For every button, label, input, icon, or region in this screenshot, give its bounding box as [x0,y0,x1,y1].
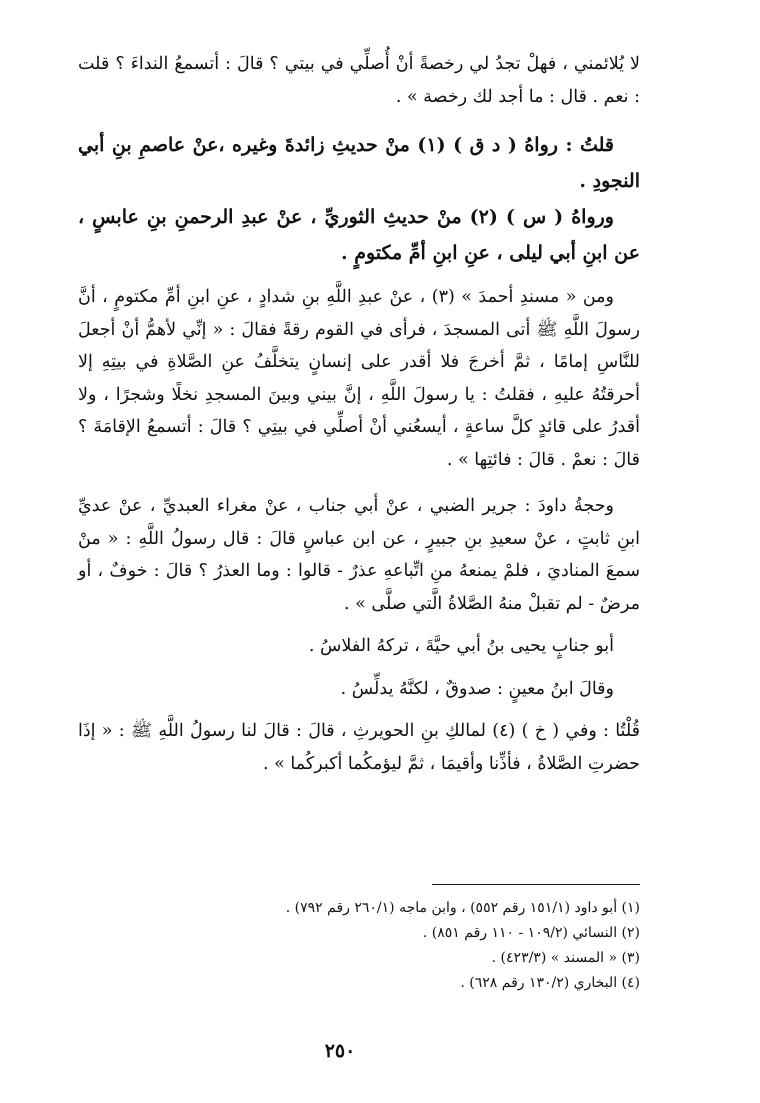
paragraph-bukhari: قُلْتُا : وفي ( خ ) (٤) لمالكِ بنِ الحويرثِ ، قالَ : قالَ لنا رسولُ اللَّهِ ﷺ : « إذَا حضرتِ الصَّلاةُ ، فأذِّنا وأقيمَا ، ثمَّ ليؤمكُما أكبركُما » . [78,721,641,774]
paragraph-takhrij-2: ورواهُ ( س ) (٢) منْ حديثِ الثوريِّ ، عنْ عبدِ الرحمنِ بنِ عابسٍ ، عن ابنِ أبي ليلى ، عنِ ابنِ أمِّ مكتومٍ . [78,206,640,264]
page-body [78,48,640,780]
paragraph-musnad-ahmad: ومن « مسندِ أحمدَ » (٣) ، عنْ عبدِ اللَّهِ بنِ شدادٍ ، عنِ ابنِ أمِّ مكتومٍ ، أنَّ رسولَ اللَّهِ ﷺ أتى المسجدَ ، فرأى في القوم رقةً فقالَ : « إنِّي لأهمُّ أنْ أجعلَ للنَّاسِ إمامًا ، ثمَّ أخرجَ فلا أقدر على إنسانٍ يتخلَّفُ عنِ الصَّلاةِ في بيتِهِ إلا أحرقتُهُ عليهِ ، فقلتُ : يا رسولَ اللَّهِ ، إنَّ بيني وبينَ المسجدِ نخلًا وشجرًا ، ولا أقدرُ على قائدٍ كلَّ ساعةٍ ، أيسعُني أنْ أصلِّي في بيتِي ؟ قالَ : أتسمعُ الإقامَةَ ؟ قالَ : نعمْ . قالَ : فائتِها » . [78,287,640,470]
paragraph-hujjat-dawud: وحجةُ داودَ : جرير الضبي ، عنْ أبي جناب ، عنْ مغراء العبديِّ ، عنْ عديِّ ابنِ ثابتٍ ، عنْ سعيدِ بنِ جبيرٍ ، عن ابن عباسٍ قالَ : قال رسولُ اللَّهِ : « منْ سمعَ المناديَ ، فلمْ يمنعهُ منِ اتِّباعهِ عذرٌ - قالوا : وما العذرُ ؟ قالَ : خوفٌ ، أو مرضٌ - لم تقبلْ منهُ الصَّلاةُ الَّتي صلَّى » . [78,496,640,614]
paragraph-takhrij-1: قلتُ : رواهُ ( د ق ) (١) منْ حديثِ زائدةَ وغيره ،عنْ عاصمِ بنِ أبي النجودِ . [78,134,640,192]
paragraph-hadith-end: لا يُلائمني ، فهلْ تجدُ لي رخصةً أنْ أُصلِّي في بيتي ؟ قالَ : أتسمعُ النداءَ ؟ قلت : نعم . قال : ما أجد لك رخصة » . [78,54,640,107]
page-number: ٢٥٠ [324,1040,356,1062]
footnote-3: (٣) « المسند » (٤٢٣/٣) . [491,950,640,966]
footnote-4: (٤) البخاري (١٣٠/٢ رقم ٦٢٨) . [460,975,640,991]
paragraph-ibn-main: وقالَ ابنُ معينٍ : صدوقٌ ، لكنَّهُ يدلِّسُ . [340,678,614,699]
footnote-2: (٢) النسائي (١٠٩/٢ - ١١٠ رقم ٨٥١) . [422,925,640,941]
footnote-separator [432,884,640,885]
paragraph-abu-janab: أبو جنابٍ يحيى بنُ أبي حيَّةَ ، تركهُ الفلاسُ . [308,636,614,656]
footnote-1: (١) أبو داود (١٥١/١ رقم ٥٥٢) ، وابن ماجه (٢٦٠/١ رقم ٧٩٢) . [285,900,640,916]
footnotes [240,896,640,996]
